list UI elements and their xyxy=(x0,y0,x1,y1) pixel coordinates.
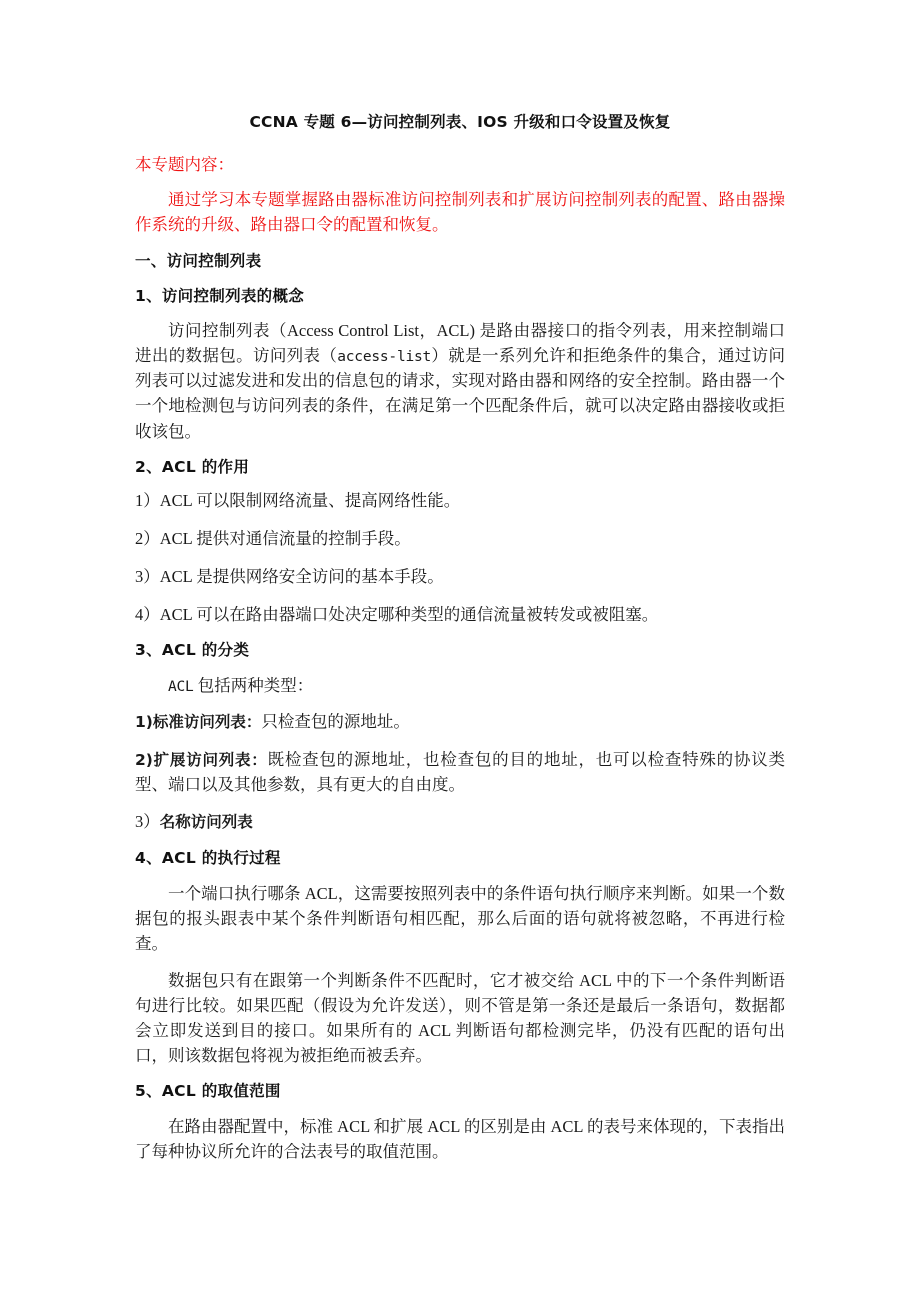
acl-concept-text-part1: 访问控制列表（Access Control List，ACL) 是路由器接口的指令列表，用来控制端口进出的数据包。访问列表（ xyxy=(135,321,785,366)
heading-acl-execution-process: 4、ACL 的执行过程 xyxy=(135,849,281,868)
heading-acl-concept: 1、访问控制列表的概念 xyxy=(135,286,305,305)
heading-acl-value-range: 5、ACL 的取值范围 xyxy=(135,1082,281,1101)
list-item-acl-purpose-1: 1）ACL 可以限制网络流量、提高网络性能。 xyxy=(135,491,461,511)
intro-body-text: 通过学习本专题掌握路由器标准访问控制列表和扩展访问控制列表的配置、路由器操作系统的升级、路由器口令的配置和恢复。 xyxy=(135,189,785,234)
list-item-acl-purpose-3: 3）ACL 是提供网络安全访问的基本手段。 xyxy=(135,566,444,586)
acl-keyword-mono: ACL xyxy=(168,678,194,695)
paragraph-acl-concept xyxy=(135,318,785,443)
paragraph-acl-execution-2: 数据包只有在跟第一个判断条件不匹配时，它才被交给 ACL 中的下一个条件判断语句进行比较。如果匹配（假设为允许发送），则不管是第一条还是最后一条语句，数据都会立即发送到目的接口。如果所有的 ACL 判断语句都检测完毕，仍没有匹配的语句出口，则该数据包将视为被拒绝而被丢弃。 xyxy=(135,970,785,1066)
acl-types-lead-rest: 包括两种类型： xyxy=(193,675,314,695)
standard-acl-label: 1)标准访问列表： xyxy=(135,713,262,732)
chapter-heading-access-control-list: 一、访问控制列表 xyxy=(135,251,262,270)
paragraph-acl-value-range: 在路由器配置中，标准 ACL 和扩展 ACL 的区别是由 ACL 的表号来体现的，下表指出了每种协议所允许的合法表号的取值范围。 xyxy=(135,1116,785,1162)
paragraph-acl-execution-1: 一个端口执行哪条 ACL，这需要按照列表中的条件语句执行顺序来判断。如果一个数据包的报头跟表中某个条件判断语句相匹配，那么后面的语句就将被忽略，不再进行检查。 xyxy=(135,883,785,953)
heading-acl-purpose: 2、ACL 的作用 xyxy=(135,457,250,476)
list-item-acl-purpose-2: 2）ACL 提供对通信流量的控制手段。 xyxy=(135,529,411,549)
intro-label: 本专题内容： xyxy=(135,154,234,174)
document-content xyxy=(135,112,785,1164)
extended-acl-description: 既检查包的源地址，也检查包的目的地址，也可以检查特殊的协议类型、端口以及其他参数，具有更大的自由度。 xyxy=(135,749,785,794)
list-item-named-acl xyxy=(135,810,785,835)
list-item-acl-purpose-4: 4）ACL 可以在路由器端口处决定哪种类型的通信流量被转发或被阻塞。 xyxy=(135,604,659,624)
page-title: CCNA 专题 6—访问控制列表、IOS 升级和口令设置及恢复 xyxy=(249,113,671,131)
standard-acl-description: 只检查包的源地址。 xyxy=(261,712,410,732)
named-acl-number: 3） xyxy=(135,812,160,832)
list-item-extended-acl xyxy=(135,748,785,798)
acl-concept-text-part2: ）就是一系列允许和拒绝条件的集合，通过访问列表可以过滤发进和发出的信息包的请求，实现对路由器和网络的安全控制。路由器一个一个地检测包与访问列表的条件，在满足第一个匹配条件后，就可以决定路由器接收或拒收该包。 xyxy=(135,346,786,441)
paragraph-acl-types-lead xyxy=(135,673,785,698)
heading-acl-classification: 3、ACL 的分类 xyxy=(135,641,250,660)
access-list-keyword: access-list xyxy=(337,349,432,366)
list-item-standard-acl xyxy=(135,710,785,735)
named-acl-label: 名称访问列表 xyxy=(159,813,253,832)
extended-acl-label: 2)扩展访问列表： xyxy=(135,750,268,769)
